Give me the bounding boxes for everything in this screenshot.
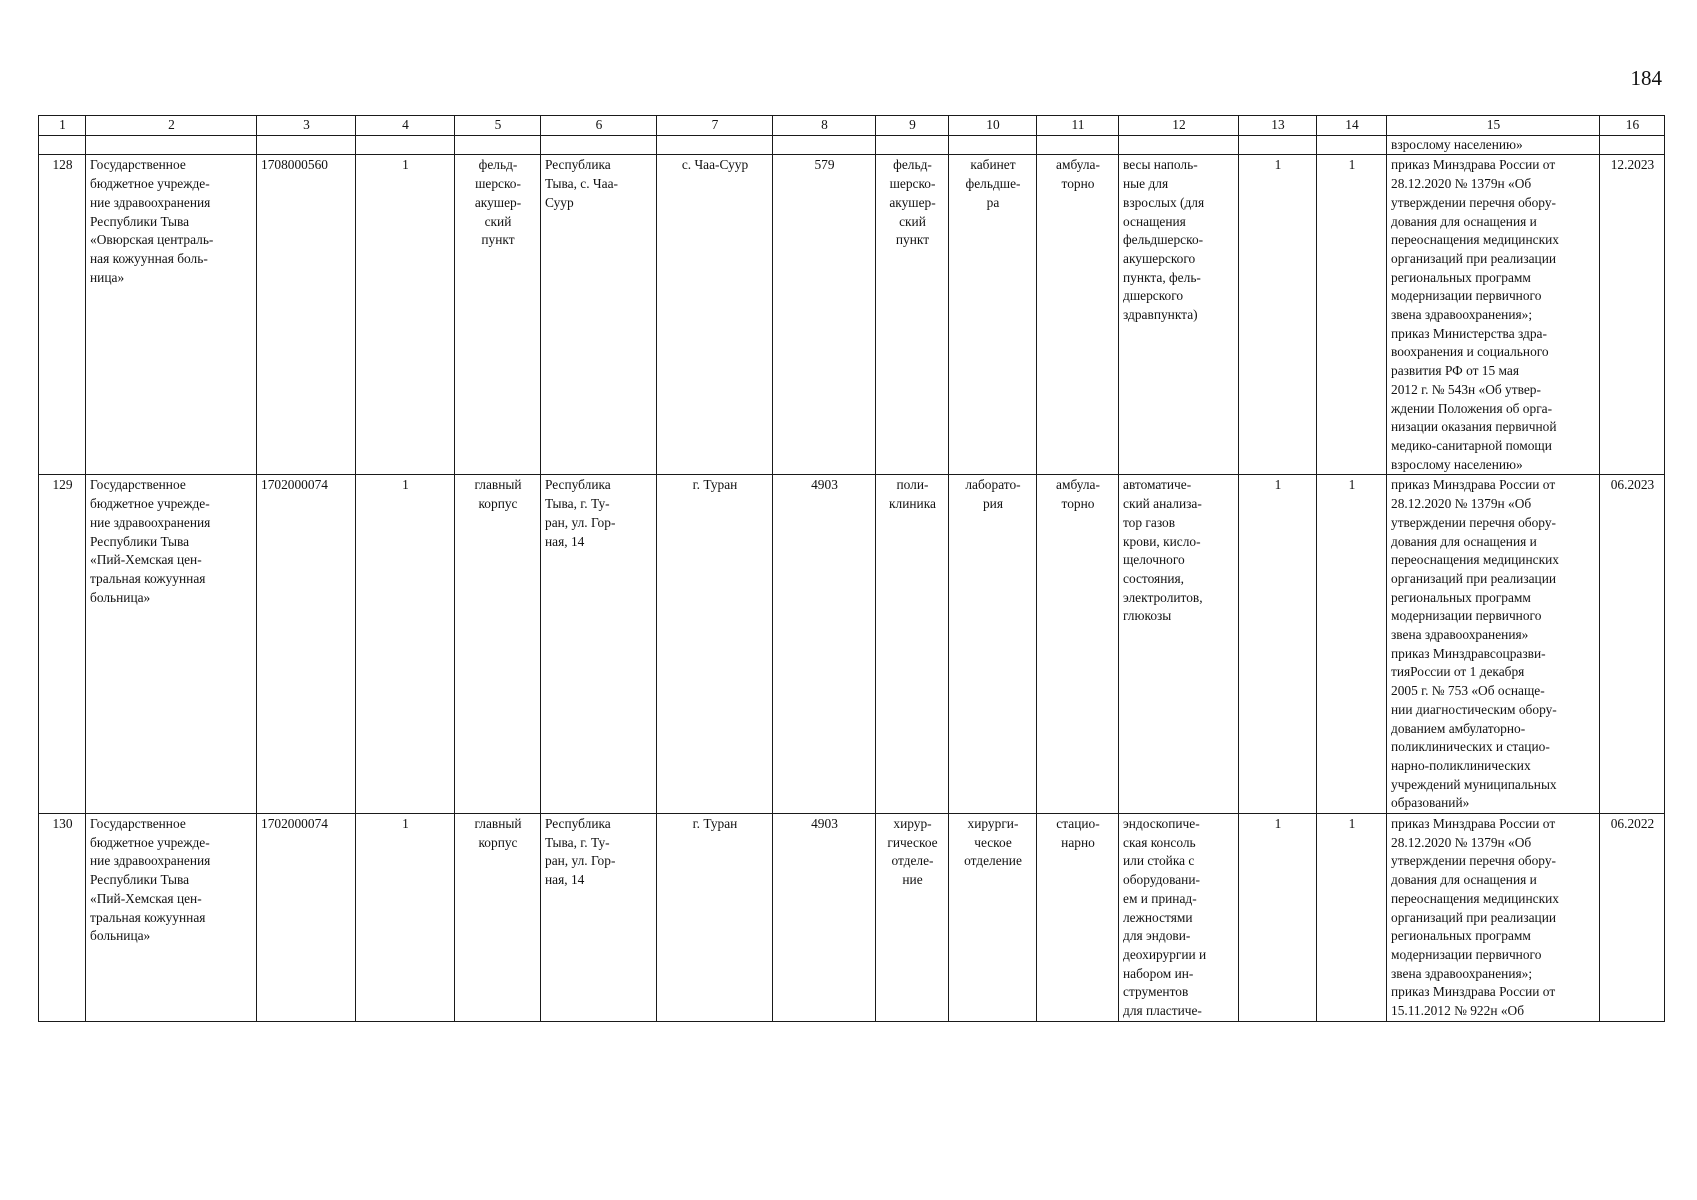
- cell-basis: [1387, 155, 1600, 475]
- text-line: ская консоль: [1123, 834, 1196, 850]
- text-line: автоматиче-: [1123, 477, 1192, 493]
- text-line: дования для оснащения и: [1391, 213, 1537, 229]
- text-line: клиника: [889, 496, 936, 512]
- text-line: утверждении перечня обору-: [1391, 514, 1556, 530]
- cell-col13: 1: [1239, 475, 1317, 814]
- text-line: звена здравоохранения»: [1391, 627, 1529, 643]
- continuation-row: [39, 135, 1665, 155]
- text-line: ский анализа-: [1123, 496, 1202, 512]
- table-row: [39, 475, 1665, 814]
- cell: [1600, 135, 1665, 155]
- text-line: Государственное: [90, 816, 186, 832]
- text-line: «Овюрская централь-: [90, 232, 214, 248]
- column-number-12: 12: [1119, 116, 1239, 136]
- text-line: Государственное: [90, 157, 186, 173]
- text-line: поли-: [896, 477, 929, 493]
- text-line: региональных программ: [1391, 928, 1531, 944]
- text-line: ные для: [1123, 176, 1169, 192]
- text-line: региональных программ: [1391, 269, 1531, 285]
- text-line: развития РФ от 15 мая: [1391, 363, 1520, 379]
- text-line: переоснащения медицинских: [1391, 890, 1559, 906]
- text-line: учреждений муниципальных: [1391, 776, 1557, 792]
- column-number-13: 13: [1239, 116, 1317, 136]
- cell: [657, 135, 773, 155]
- text-line: ная, 14: [545, 533, 585, 549]
- cell-building: [455, 475, 541, 814]
- column-number-16: 16: [1600, 116, 1665, 136]
- text-line: приказ Минздравсоцразви-: [1391, 645, 1546, 661]
- column-number-4: 4: [356, 116, 455, 136]
- cell-col14: 1: [1317, 814, 1387, 1022]
- column-number-8: 8: [773, 116, 876, 136]
- text-line: нии диагностическим обору-: [1391, 701, 1557, 717]
- text-line: торно: [1061, 176, 1095, 192]
- text-line: амбула-: [1056, 477, 1100, 493]
- text-line: модернизации первичного: [1391, 946, 1542, 962]
- text-line: Тыва, г. Ту-: [545, 496, 610, 512]
- cell: [356, 135, 455, 155]
- text-line: Суур: [545, 194, 574, 210]
- text-line: «Пий-Хемская цен-: [90, 890, 202, 906]
- text-line: струментов: [1123, 984, 1189, 1000]
- text-line: деохирургии и: [1123, 946, 1207, 962]
- cell-equipment: [1119, 814, 1239, 1022]
- text-line: ждении Положения об орга-: [1391, 400, 1553, 416]
- table-row: [39, 814, 1665, 1022]
- cell-equipment: [1119, 155, 1239, 475]
- cell-mode: [1037, 814, 1119, 1022]
- cell-col14: 1: [1317, 475, 1387, 814]
- text-line: Республика: [545, 157, 611, 173]
- text-line: звена здравоохранения»;: [1391, 965, 1533, 981]
- text-line: хирурги-: [967, 816, 1019, 832]
- text-line: тор газов: [1123, 514, 1176, 530]
- text-line: акушер-: [474, 194, 522, 210]
- text-line: Тыва, г. Ту-: [545, 834, 610, 850]
- text-line: крови, кисло-: [1123, 533, 1201, 549]
- cell-locality: с. Чаа-Суур: [657, 155, 773, 475]
- cell-col13: 1: [1239, 814, 1317, 1022]
- text-line: бюджетное учрежде-: [90, 176, 210, 192]
- text-line: здравпункта): [1123, 307, 1198, 323]
- text-line: эндоскопиче-: [1123, 816, 1200, 832]
- text-line: корпус: [478, 496, 518, 512]
- cell-col13: 1: [1239, 155, 1317, 475]
- text-line: ние здравоохранения: [90, 853, 211, 869]
- cell-col4: 1: [356, 814, 455, 1022]
- text-line: корпус: [478, 834, 518, 850]
- text-line: состояния,: [1123, 570, 1185, 586]
- cell: [1239, 135, 1317, 155]
- text-line: щелочного: [1123, 552, 1185, 568]
- text-line: утверждении перечня обору-: [1391, 194, 1556, 210]
- column-number-7: 7: [657, 116, 773, 136]
- text-line: ра: [986, 194, 1000, 210]
- text-line: ем и принад-: [1123, 890, 1197, 906]
- text-line: переоснащения медицинских: [1391, 552, 1559, 568]
- text-line: Республика: [545, 477, 611, 493]
- table-body: [39, 116, 1665, 1022]
- text-line: ран, ул. Гор-: [545, 853, 616, 869]
- text-line: главный: [474, 816, 522, 832]
- text-line: приказ Минздрава России от: [1391, 477, 1556, 493]
- cell-population: 579: [773, 155, 876, 475]
- cell-address: [541, 475, 657, 814]
- cell-room: [949, 155, 1037, 475]
- text-line: бюджетное учрежде-: [90, 496, 210, 512]
- text-line: стацио-: [1056, 816, 1100, 832]
- cell: [86, 135, 257, 155]
- cell-locality: г. Туран: [657, 475, 773, 814]
- cell-address: [541, 814, 657, 1022]
- cell-address: [541, 155, 657, 475]
- column-number-9: 9: [876, 116, 949, 136]
- text-line: переоснащения медицинских: [1391, 232, 1559, 248]
- cell-room: [949, 475, 1037, 814]
- text-line: фельд-: [893, 157, 932, 173]
- cell: [1119, 135, 1239, 155]
- text-line: весы наполь-: [1123, 157, 1198, 173]
- text-line: хирур-: [893, 816, 932, 832]
- text-line: лежностями: [1123, 909, 1193, 925]
- column-number-3: 3: [257, 116, 356, 136]
- text-line: ная, 14: [545, 872, 585, 888]
- cell-mode: [1037, 155, 1119, 475]
- cell-room: [949, 814, 1037, 1022]
- text-line: или стойка с: [1123, 853, 1195, 869]
- cell-organization: [86, 814, 257, 1022]
- text-line: ческое: [974, 834, 1012, 850]
- cell-unit: [876, 475, 949, 814]
- cell: [1037, 135, 1119, 155]
- column-number-14: 14: [1317, 116, 1387, 136]
- text-line: Республики Тыва: [90, 872, 190, 888]
- cell-code: 1702000074: [257, 814, 356, 1022]
- cell-population: 4903: [773, 475, 876, 814]
- cell: [876, 135, 949, 155]
- text-line: набором ин-: [1123, 965, 1194, 981]
- text-line: ский: [484, 213, 512, 229]
- text-line: оборудовани-: [1123, 872, 1200, 888]
- text-line: взрослому населению»: [1391, 456, 1523, 472]
- column-number-15: 15: [1387, 116, 1600, 136]
- text-line: 28.12.2020 № 1379н «Об: [1391, 834, 1532, 850]
- text-line: взрослых (для: [1123, 194, 1205, 210]
- cell-basis: [1387, 475, 1600, 814]
- text-line: медико-санитарной помощи: [1391, 437, 1552, 453]
- text-line: ние: [902, 872, 923, 888]
- text-line: глюкозы: [1123, 608, 1172, 624]
- cell-organization: [86, 475, 257, 814]
- cell-col4: 1: [356, 475, 455, 814]
- cell-date: 06.2023: [1600, 475, 1665, 814]
- text-line: поликлинических и стацио-: [1391, 739, 1550, 755]
- text-line: дованием амбулаторно-: [1391, 720, 1526, 736]
- text-line: оснащения: [1123, 213, 1186, 229]
- column-number-10: 10: [949, 116, 1037, 136]
- text-line: воохранения и социального: [1391, 344, 1549, 360]
- text-line: 2005 г. № 753 «Об оснаще-: [1391, 683, 1545, 699]
- text-line: амбула-: [1056, 157, 1100, 173]
- text-line: «Пий-Хемская цен-: [90, 552, 202, 568]
- text-line: больница»: [90, 589, 151, 605]
- text-line: торно: [1061, 496, 1095, 512]
- text-line: модернизации первичного: [1391, 608, 1542, 624]
- text-line: отделение: [964, 853, 1022, 869]
- text-line: отделе-: [891, 853, 934, 869]
- text-line: ние здравоохранения: [90, 514, 211, 530]
- cell-unit: [876, 814, 949, 1022]
- text-line: звена здравоохранения»;: [1391, 307, 1533, 323]
- text-line: электролитов,: [1123, 589, 1203, 605]
- cell: [257, 135, 356, 155]
- text-line: приказ Минздрава России от: [1391, 984, 1556, 1000]
- cell-organization: [86, 155, 257, 475]
- text-line: главный: [474, 477, 522, 493]
- text-line: акушер-: [889, 194, 936, 210]
- column-number-row: [39, 116, 1665, 136]
- text-line: утверждении перечня обору-: [1391, 853, 1556, 869]
- text-line: организаций при реализации: [1391, 909, 1557, 925]
- text-line: Республика: [545, 816, 611, 832]
- text-line: ский: [899, 213, 926, 229]
- cell-basis: [1387, 814, 1600, 1022]
- text-line: дования для оснащения и: [1391, 872, 1537, 888]
- column-number-5: 5: [455, 116, 541, 136]
- text-line: пункт: [481, 232, 515, 248]
- cell-col14: 1: [1317, 155, 1387, 475]
- text-line: шерско-: [475, 176, 521, 192]
- cell: [39, 135, 86, 155]
- text-line: кабинет: [970, 157, 1016, 173]
- text-line: тральная кожуунная: [90, 909, 206, 925]
- text-line: низации оказания первичной: [1391, 419, 1557, 435]
- cell-date: 12.2023: [1600, 155, 1665, 475]
- text-line: 2012 г. № 543н «Об утвер-: [1391, 381, 1541, 397]
- table-row: [39, 155, 1665, 475]
- text-line: акушерского: [1123, 250, 1196, 266]
- cell: [949, 135, 1037, 155]
- text-line: Государственное: [90, 477, 186, 493]
- text-line: организаций при реализации: [1391, 250, 1557, 266]
- column-number-1: 1: [39, 116, 86, 136]
- cell-row-number: 128: [39, 155, 86, 475]
- column-number-6: 6: [541, 116, 657, 136]
- text-line: дования для оснащения и: [1391, 533, 1537, 549]
- text-line: больница»: [90, 928, 151, 944]
- text-line: 28.12.2020 № 1379н «Об: [1391, 496, 1532, 512]
- text-line: 15.11.2012 № 922н «Об: [1391, 1003, 1525, 1019]
- text-line: региональных программ: [1391, 589, 1531, 605]
- cell-equipment: [1119, 475, 1239, 814]
- cell: [1317, 135, 1387, 155]
- text-line: фельдшерско-: [1123, 232, 1204, 248]
- cell-population: 4903: [773, 814, 876, 1022]
- text-line: нарно: [1061, 834, 1095, 850]
- text-line: 28.12.2020 № 1379н «Об: [1391, 176, 1532, 192]
- text-line: ная кожуунная боль-: [90, 250, 208, 266]
- text-line: образований»: [1391, 795, 1470, 811]
- text-line: ница»: [90, 269, 125, 285]
- text-line: ран, ул. Гор-: [545, 514, 616, 530]
- cell-basis-continuation: взрослому населению»: [1387, 135, 1600, 155]
- cell-code: 1702000074: [257, 475, 356, 814]
- column-number-11: 11: [1037, 116, 1119, 136]
- text-line: ние здравоохранения: [90, 194, 211, 210]
- text-line: бюджетное учрежде-: [90, 834, 210, 850]
- text-line: приказ Министерства здра-: [1391, 325, 1547, 341]
- text-line: пункта, фель-: [1123, 269, 1201, 285]
- text-line: дшерского: [1123, 288, 1184, 304]
- text-line: нарно-поликлинических: [1391, 757, 1531, 773]
- text-line: пункт: [895, 232, 930, 248]
- cell-mode: [1037, 475, 1119, 814]
- cell-date: 06.2022: [1600, 814, 1665, 1022]
- text-line: модернизации первичного: [1391, 288, 1542, 304]
- text-line: гическое: [887, 834, 938, 850]
- text-line: тральная кожуунная: [90, 570, 206, 586]
- text-line: для пластиче-: [1123, 1003, 1202, 1019]
- cell-locality: г. Туран: [657, 814, 773, 1022]
- text-line: Республики Тыва: [90, 213, 190, 229]
- text-line: организаций при реализации: [1391, 570, 1557, 586]
- cell-unit: [876, 155, 949, 475]
- cell: [541, 135, 657, 155]
- text-line: приказ Минздрава России от: [1391, 157, 1556, 173]
- equipment-table: [38, 115, 1665, 1022]
- page-number: 184: [1630, 66, 1662, 90]
- text-line: Тыва, с. Чаа-: [545, 176, 618, 192]
- text-line: лаборато-: [965, 477, 1021, 493]
- cell-building: [455, 155, 541, 475]
- text-line: фельд-: [478, 157, 518, 173]
- text-line: Республики Тыва: [90, 533, 190, 549]
- cell-code: 1708000560: [257, 155, 356, 475]
- cell: [773, 135, 876, 155]
- text-line: рия: [982, 496, 1004, 512]
- cell: [455, 135, 541, 155]
- text-line: фельдше-: [965, 176, 1021, 192]
- cell-row-number: 129: [39, 475, 86, 814]
- cell-row-number: 130: [39, 814, 86, 1022]
- column-number-2: 2: [86, 116, 257, 136]
- text-line: тияРоссии от 1 декабря: [1391, 664, 1525, 680]
- text-line: для эндови-: [1123, 928, 1191, 944]
- text-line: шерско-: [889, 176, 936, 192]
- cell-building: [455, 814, 541, 1022]
- text-line: приказ Минздрава России от: [1391, 816, 1556, 832]
- cell-col4: 1: [356, 155, 455, 475]
